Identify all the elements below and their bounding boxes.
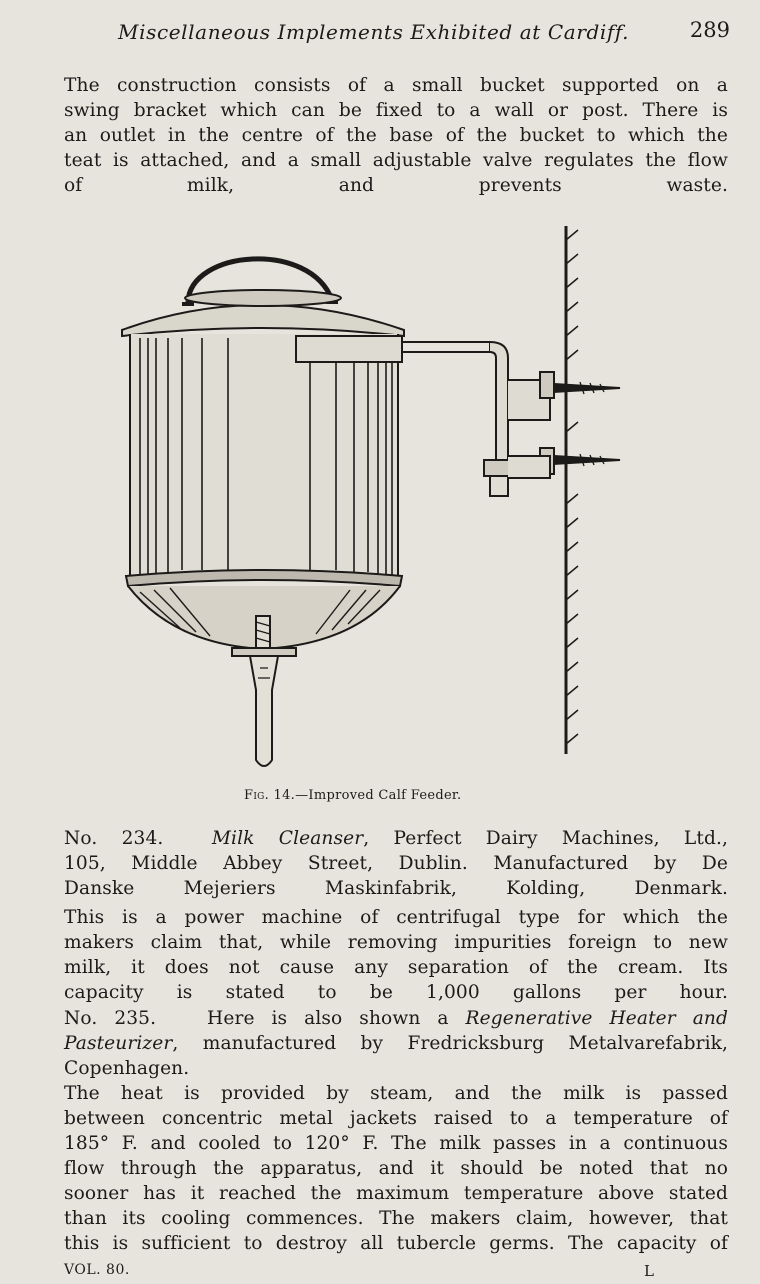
text-line: The construction consists of a small bucket supported on a <box>64 75 728 96</box>
running-head <box>60 16 730 50</box>
entry-name: Milk Cleanser <box>211 828 364 849</box>
text-line: 185° F. and cooled to 120° F. The milk passes in a continuous <box>64 1133 728 1154</box>
text-line <box>64 1006 728 1031</box>
text-line: This is a power machine of centrifugal type for which the <box>64 907 728 928</box>
paragraph-234 <box>64 905 728 1005</box>
text-line: than its cooling commences. The makers claim, however, that <box>64 1208 728 1229</box>
entry-name: Regenerative Heater and <box>465 1008 728 1029</box>
text-line: sooner has it reached the maximum temperature above stated <box>64 1183 728 1204</box>
entry-intro: Here is also shown a <box>207 1008 466 1029</box>
running-title: Miscellaneous Implements Exhibited at Cardiff. <box>118 20 630 44</box>
entry-234 <box>64 826 728 901</box>
text-line: between concentric metal jackets raised to a temperature of <box>64 1108 728 1129</box>
text-line: this is sufficient to destroy all tubercle germs. The capacity of <box>64 1233 728 1254</box>
entry-number: No. 234. <box>64 828 164 849</box>
valve-shape <box>232 648 296 656</box>
text-line <box>64 1031 728 1056</box>
text-line <box>64 826 728 851</box>
figure-label: Fig. 14. <box>244 788 296 803</box>
figure-caption-text: —Improved Calf Feeder. <box>295 788 462 803</box>
lid-shape <box>122 305 404 336</box>
entry-number: No. 235. <box>64 1008 157 1029</box>
text-line: The heat is provided by steam, and the milk is passed <box>64 1083 728 1104</box>
text-line: makers claim that, while removing impurities foreign to new <box>64 932 728 953</box>
text-line: of milk, and prevents waste. <box>64 175 728 196</box>
text-line: 105, Middle Abbey Street, Dublin. Manufactured by De <box>64 853 728 874</box>
text-line: teat is attached, and a small adjustable valve regulates the flow <box>64 150 728 171</box>
entry-235 <box>64 1006 728 1081</box>
text-line: milk, it does not cause any separation of the cream. Its <box>64 957 728 978</box>
text-line: flow through the apparatus, and it should be noted that no <box>64 1158 728 1179</box>
text-line: an outlet in the centre of the base of the bucket to which the <box>64 125 728 146</box>
entry-name-cont: Pasteurizer <box>64 1033 173 1054</box>
entry-maker: , Perfect Dairy Machines, Ltd., <box>363 828 728 849</box>
text-line: Danske Mejeriers Maskinfabrik, Kolding, Denmark. <box>64 878 728 899</box>
footer-signature-mark: L <box>644 1262 654 1280</box>
paragraph-235 <box>64 1081 728 1256</box>
text-line: Copenhagen. <box>64 1058 190 1079</box>
footer-volume: VOL. 80. <box>64 1262 130 1278</box>
calf-feeder-illustration <box>110 220 650 780</box>
page-number: 289 <box>689 18 730 42</box>
wall-screw-shape <box>554 384 620 392</box>
entry-maker: , manufactured by Fredricksburg Metalvarefabrik, <box>172 1033 728 1054</box>
figure-caption <box>244 788 461 803</box>
text-line: swing bracket which can be fixed to a wall or post. There is <box>64 100 728 121</box>
wall-screw-shape <box>554 456 620 464</box>
bucket-shape <box>130 334 398 578</box>
bracket-arm-shape <box>296 336 402 362</box>
teat-shape <box>250 656 278 766</box>
text-line: capacity is stated to be 1,000 gallons per hour. <box>64 982 728 1003</box>
intro-paragraph <box>64 73 728 198</box>
